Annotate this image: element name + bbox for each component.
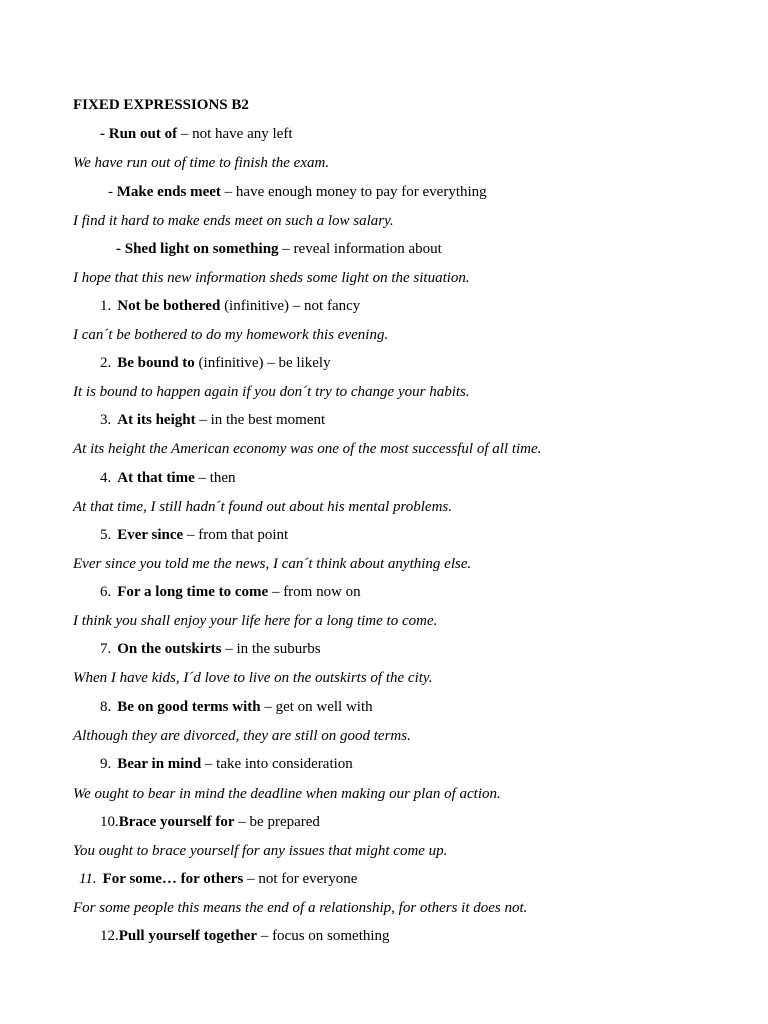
list-number: 5.: [100, 527, 112, 543]
expression-line: [100, 125, 293, 143]
list-number: 2.: [100, 355, 112, 371]
expression-term: At that time: [117, 470, 195, 486]
expression-definition: – not for everyone: [243, 871, 358, 887]
document-title: FIXED EXPRESSIONS B2: [73, 97, 249, 113]
expression-line: [100, 813, 320, 831]
expression-line: [100, 698, 373, 716]
expression-line: [116, 240, 442, 258]
expression-definition: – be prepared: [234, 814, 320, 830]
expression-definition: – in the best moment: [195, 412, 326, 428]
bullet-marker: -: [116, 241, 125, 257]
example-sentence: I think you shall enjoy your life here for a long time to come.: [73, 613, 438, 629]
expression-definition: – reveal information about: [278, 241, 442, 257]
list-number: 7.: [100, 641, 112, 657]
example-sentence: Ever since you told me the news, I can´t think about anything else.: [73, 556, 472, 572]
list-number: 3.: [100, 412, 112, 428]
list-number: 9.: [100, 756, 112, 772]
example-sentence: At its height the American economy was one of the most successful of all time.: [73, 441, 542, 457]
expression-line: [100, 411, 325, 429]
expression-term: Be bound to: [117, 355, 195, 371]
list-number: 10.: [100, 814, 119, 830]
expression-line: [100, 927, 390, 945]
expression-line: [79, 870, 357, 888]
bullet-marker: -: [108, 184, 117, 200]
example-sentence: You ought to brace yourself for any issues that might come up.: [73, 843, 448, 859]
expression-term: Pull yourself together: [118, 928, 258, 944]
expression-definition: – from that point: [183, 527, 289, 543]
example-sentence: When I have kids, I´d love to live on the outskirts of the city.: [73, 670, 433, 686]
example-sentence: Although they are divorced, they are still on good terms.: [73, 728, 411, 744]
expression-term: Shed light on something: [124, 241, 279, 257]
example-sentence: At that time, I still hadn´t found out about his mental problems.: [73, 499, 453, 515]
expression-line: [100, 354, 331, 372]
example-sentence: I hope that this new information sheds some light on the situation.: [73, 270, 470, 286]
bullet-marker: -: [100, 126, 109, 142]
expression-term: Run out of: [108, 126, 178, 142]
expression-definition: (infinitive) – be likely: [194, 355, 331, 371]
expression-term: On the outskirts: [117, 641, 222, 657]
expression-term: For a long time to come: [117, 584, 269, 600]
expression-line: [100, 583, 361, 601]
example-sentence: We have run out of time to finish the exam.: [73, 155, 330, 171]
expression-definition: – have enough money to pay for everything: [220, 184, 487, 200]
expression-line: [100, 640, 321, 658]
list-number: 12.: [100, 928, 119, 944]
expression-definition: – get on well with: [260, 699, 373, 715]
expression-term: Ever since: [117, 527, 184, 543]
expression-term: At its height: [117, 412, 196, 428]
expression-term: Brace yourself for: [118, 814, 235, 830]
example-sentence: For some people this means the end of a relationship, for others it does not.: [73, 900, 528, 916]
expression-line: [100, 469, 236, 487]
expression-definition: – from now on: [268, 584, 361, 600]
expression-definition: (infinitive) – not fancy: [220, 298, 361, 314]
expression-term: For some… for others: [102, 871, 244, 887]
list-number: 6.: [100, 584, 112, 600]
list-number: 11.: [79, 871, 97, 887]
expression-line: [100, 755, 353, 773]
expression-definition: – not have any left: [177, 126, 293, 142]
list-number: 1.: [100, 298, 112, 314]
list-number: 8.: [100, 699, 112, 715]
expression-definition: – take into consideration: [201, 756, 353, 772]
expression-definition: – in the suburbs: [221, 641, 321, 657]
expression-line: [100, 297, 360, 315]
example-sentence: We ought to bear in mind the deadline when making our plan of action.: [73, 786, 501, 802]
expression-term: Make ends meet: [116, 184, 221, 200]
expression-term: Not be bothered: [117, 298, 221, 314]
list-number: 4.: [100, 470, 112, 486]
expression-definition: – then: [194, 470, 236, 486]
expression-line: [100, 526, 288, 544]
expression-definition: – focus on something: [257, 928, 390, 944]
example-sentence: I find it hard to make ends meet on such a low salary.: [73, 213, 394, 229]
expression-term: Be on good terms with: [117, 699, 261, 715]
expression-line: [108, 183, 487, 201]
example-sentence: It is bound to happen again if you don´t try to change your habits.: [73, 384, 470, 400]
expression-term: Bear in mind: [117, 756, 202, 772]
example-sentence: I can´t be bothered to do my homework this evening.: [73, 327, 389, 343]
